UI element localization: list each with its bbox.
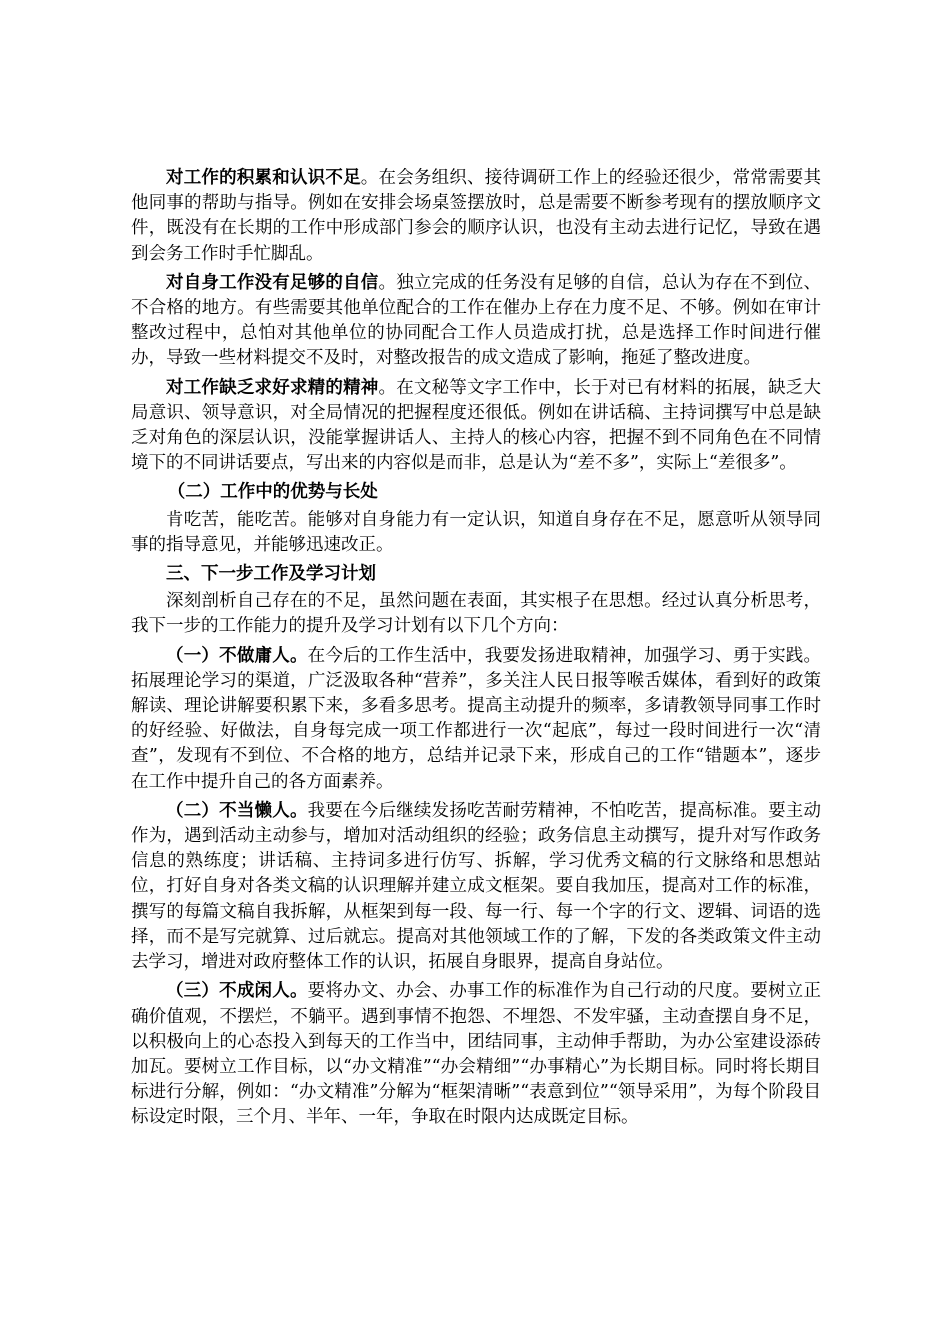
document-page: [131, 166, 821, 1135]
paragraph-plan-one: [131, 644, 821, 795]
paragraph-lead: （三）不成闲人。: [166, 981, 308, 1002]
paragraph-lead: （二）不当懒人。: [166, 800, 308, 821]
paragraph-text: 。独立完成的任务没有足够的自信，总认为存在不到位、不合格的地方。有些需要其他单位配合的工作在催办上存在力度不足、不够。例如在审计整改过程中，总怕对其他单位的协同配合工作人员造成打扰，总是选择工作时间进行催办，导致一些材料提交不及时，对整改报告的成文造成了影响，拖延了整改进度。: [131, 272, 821, 369]
paragraph-confidence: [131, 271, 821, 372]
section-heading-strengths: （二）工作中的优势与长处: [167, 482, 378, 503]
paragraph-plan-three: [131, 979, 821, 1130]
paragraph-plan-two: [131, 799, 821, 975]
paragraph-strengths: 肯吃苦，能吃苦。能够对自身能力有一定认识，知道自身存在不足，愿意听从领导同事的指导意见，并能够迅速改正。: [131, 509, 821, 555]
paragraph-lead: 对工作缺乏求好求精的精神: [166, 377, 379, 398]
paragraph-text: 。在文秘等文字工作中，长于对已有材料的拓展，缺乏大局意识、领导意识，对全局情况的把握程度还很低。例如在讲话稿、主持词撰写中总是缺乏对角色的深层认识，没能掌握讲话人、主持人的核心内容，把握不到不同角色在不同情境下的不同讲话要点，写出来的内容似是而非，总是认为“差不多”，实际上“差很多”。: [131, 377, 821, 474]
paragraph-accumulation: [131, 166, 821, 267]
paragraph-lead: （一）不做庸人。: [166, 645, 308, 666]
paragraph-text: 我要在今后继续发扬吃苦耐劳精神，不怕吃苦，提高标准。要主动作为，遇到活动主动参与，增加对活动组织的经验；政务信息主动撰写，提升对写作政务信息的熟练度；讲话稿、主持词多进行仿写、拆解，学习优秀文稿的行文脉络和思想站位，打好自身对各类文稿的认识理解并建立成文框架。要自我加压，提高对工作的标准，撰写的每篇文稿自我拆解，从框架到每一段、每一行、每一个字的行文、逻辑、词语的选择，而不是写完就算、过后就忘。提高对其他领域工作的了解，下发的各类政策文件主动去学习，增进对政府整体工作的认识，拓展自身眼界，提高自身站位。: [131, 800, 822, 973]
paragraph-text: 。在会务组织、接待调研工作上的经验还很少，常常需要其他同事的帮助与指导。例如在安排会场桌签摆放时，总是需要不断参考现有的摆放顺序文件，既没有在长期的工作中形成部门参会的顺序认识，也没有主动去进行记忆，导致在遇到会务工作时手忙脚乱。: [131, 168, 822, 264]
paragraph-text: 在今后的工作生活中，我要发扬进取精神，加强学习、勇于实践。拓展理论学习的渠道，广泛汲取各种“营养”，多关注人民日报等喉舌媒体，看到好的政策解读、理论讲解要积累下来，多看多思考。提高主动提升的频率，多请教领导同事工作时的好经验、好做法，自身每完成一项工作都进行一次“起底”，每过一段时间进行一次“清查”，发现有不到位、不合格的地方，总结并记录下来，形成自己的工作“错题本”，逐步在工作中提升自己的各方面素养。: [131, 645, 822, 792]
section-heading-next-plan: 三、下一步工作及学习计划: [166, 564, 376, 585]
paragraph-text: 要将办文、办会、办事工作的标准作为自己行动的尺度。要树立正确价值观，不摆烂，不躺平。遇到事情不抱怨、不埋怨、不发牢骚，主动查摆自身不足，以积极向上的心态投入到每天的工作当中，团结同事，主动伸手帮助，为办公室建设添砖加瓦。要树立工作目标，以“办文精准”“办会精细”“办事精心”为长期目标。同时将长期目标进行分解，例如：“办文精准”分解为“框架清晰”“表意到位”“领导采用”，为每个阶段目标设定时限，三个月、半年、一年，争取在时限内达成既定目标。: [131, 981, 822, 1128]
paragraph-plan-intro: 深刻剖析自己存在的不足，虽然问题在表面，其实根子在思想。经过认真分析思考，我下一步的工作能力的提升及学习计划有以下几个方向：: [131, 591, 821, 637]
paragraph-lead: 对工作的积累和认识不足: [166, 168, 361, 188]
paragraph-lead: 对自身工作没有足够的自信: [166, 272, 379, 293]
paragraph-excellence: [131, 376, 821, 477]
